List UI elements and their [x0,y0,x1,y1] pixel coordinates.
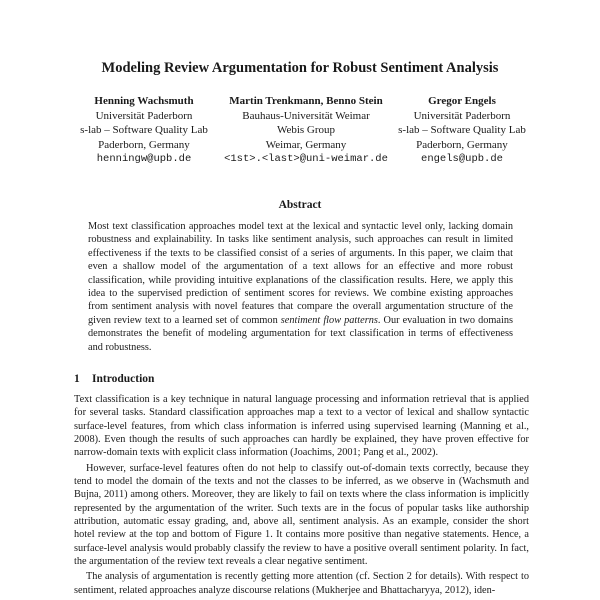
author-name: Martin Trenkmann, Benno Stein [229,95,383,107]
author-email: <1st>.<last>@uni-weimar.de [224,153,388,165]
section-title: Introduction [92,373,155,385]
author-2 [208,94,404,167]
abstract-text [88,220,513,354]
paragraph: However, surface-level features often do not help to classify out-of-domain texts correctly, because they tend to model the domain of the texts and not the classes to be inferred, as we observe in (Wachsmuth and Bujna, 2011) among others. Moreover, they are likely to fail on texts where the class information is implicitly represented by the argumentation of the writer. Such texts are in the focus of popular tasks like authorship attribution, automatic essay grading, and, above all, sentiment analysis. As an example, consider the short hotel review at the top and bottom of Figure 1. It contains more positive than negative statements. Hence, a surface-level analysis would probably classify the review to have a positive overall sentiment polarity. In fact, the argumentation of the review text reveals a clear negative sentiment. [74,462,529,568]
section-number: 1 [74,373,80,385]
paragraph: Text classification is a key technique in natural language processing and information retrieval that is applied for several tasks. Standard classification approaches map a text to a vector of lexical and shallow syntactic surface-level features, from which class information is inferred using supervised learning (Manning et al., 2008). Even though the results of such approaches can hardly be explained, they have proven effective for narrow-domain texts with explicit class information (Joachims, 2001; Pang et al., 2002). [74,394,529,459]
paper-title: Modeling Review Argumentation for Robust Sentiment Analysis [101,60,499,76]
author-department: Webis Group [276,124,336,136]
author-email: engels@upb.de [421,153,503,165]
author-location: Paderborn, Germany [416,138,508,151]
paragraph: The analysis of argumentation is recently getting more attention (cf. Section 2 for details). With respect to sentiment, related approaches analyze discourse relations (Mukherjee and Bhattacharyya, 2012), iden- [74,571,529,596]
author-1 [72,94,216,167]
author-affiliation: Bauhaus-Universität Weimar [242,109,370,122]
author-department: s-lab – Software Quality Lab [398,124,526,136]
author-block [60,94,540,174]
author-location: Paderborn, Germany [98,138,190,151]
abstract-text-part-2: . Our evaluation in two domains demonstrates the benefit of modeling argumentation for text classification in terms of effectiveness and robustness. [88,314,513,353]
author-name: Gregor Engels [428,95,496,107]
abstract-text-part-1: Most text classification approaches model text at the lexical and syntactic level only, lacking domain robustness and explainability. In tasks like sentiment analysis, such approaches can result in limited effectiveness if the texts to be classified consist of a series of arguments. In this paper, we claim that even a shallow model of the argumentation of a text allows for an effective and more robust classification, while providing intuitive explanations of the classification results. Here, we apply this idea to the supervised prediction of sentiment scores for reviews. We combine existing approaches from sentiment analysis with novel features that compare the overall argumentation structure of the given review text to a learned set of common [88,221,513,326]
author-location: Weimar, Germany [265,138,347,151]
author-department: s-lab – Software Quality Lab [80,124,208,136]
author-email: henningw@upb.de [96,153,192,165]
author-name: Henning Wachsmuth [94,95,194,107]
section-body [74,393,529,597]
author-affiliation: Universität Paderborn [95,109,193,122]
section-heading [74,373,154,385]
author-3 [382,94,542,167]
abstract-heading: Abstract [278,199,322,211]
abstract-emphasis: sentiment flow patterns [280,314,378,326]
author-affiliation: Universität Paderborn [413,109,511,122]
